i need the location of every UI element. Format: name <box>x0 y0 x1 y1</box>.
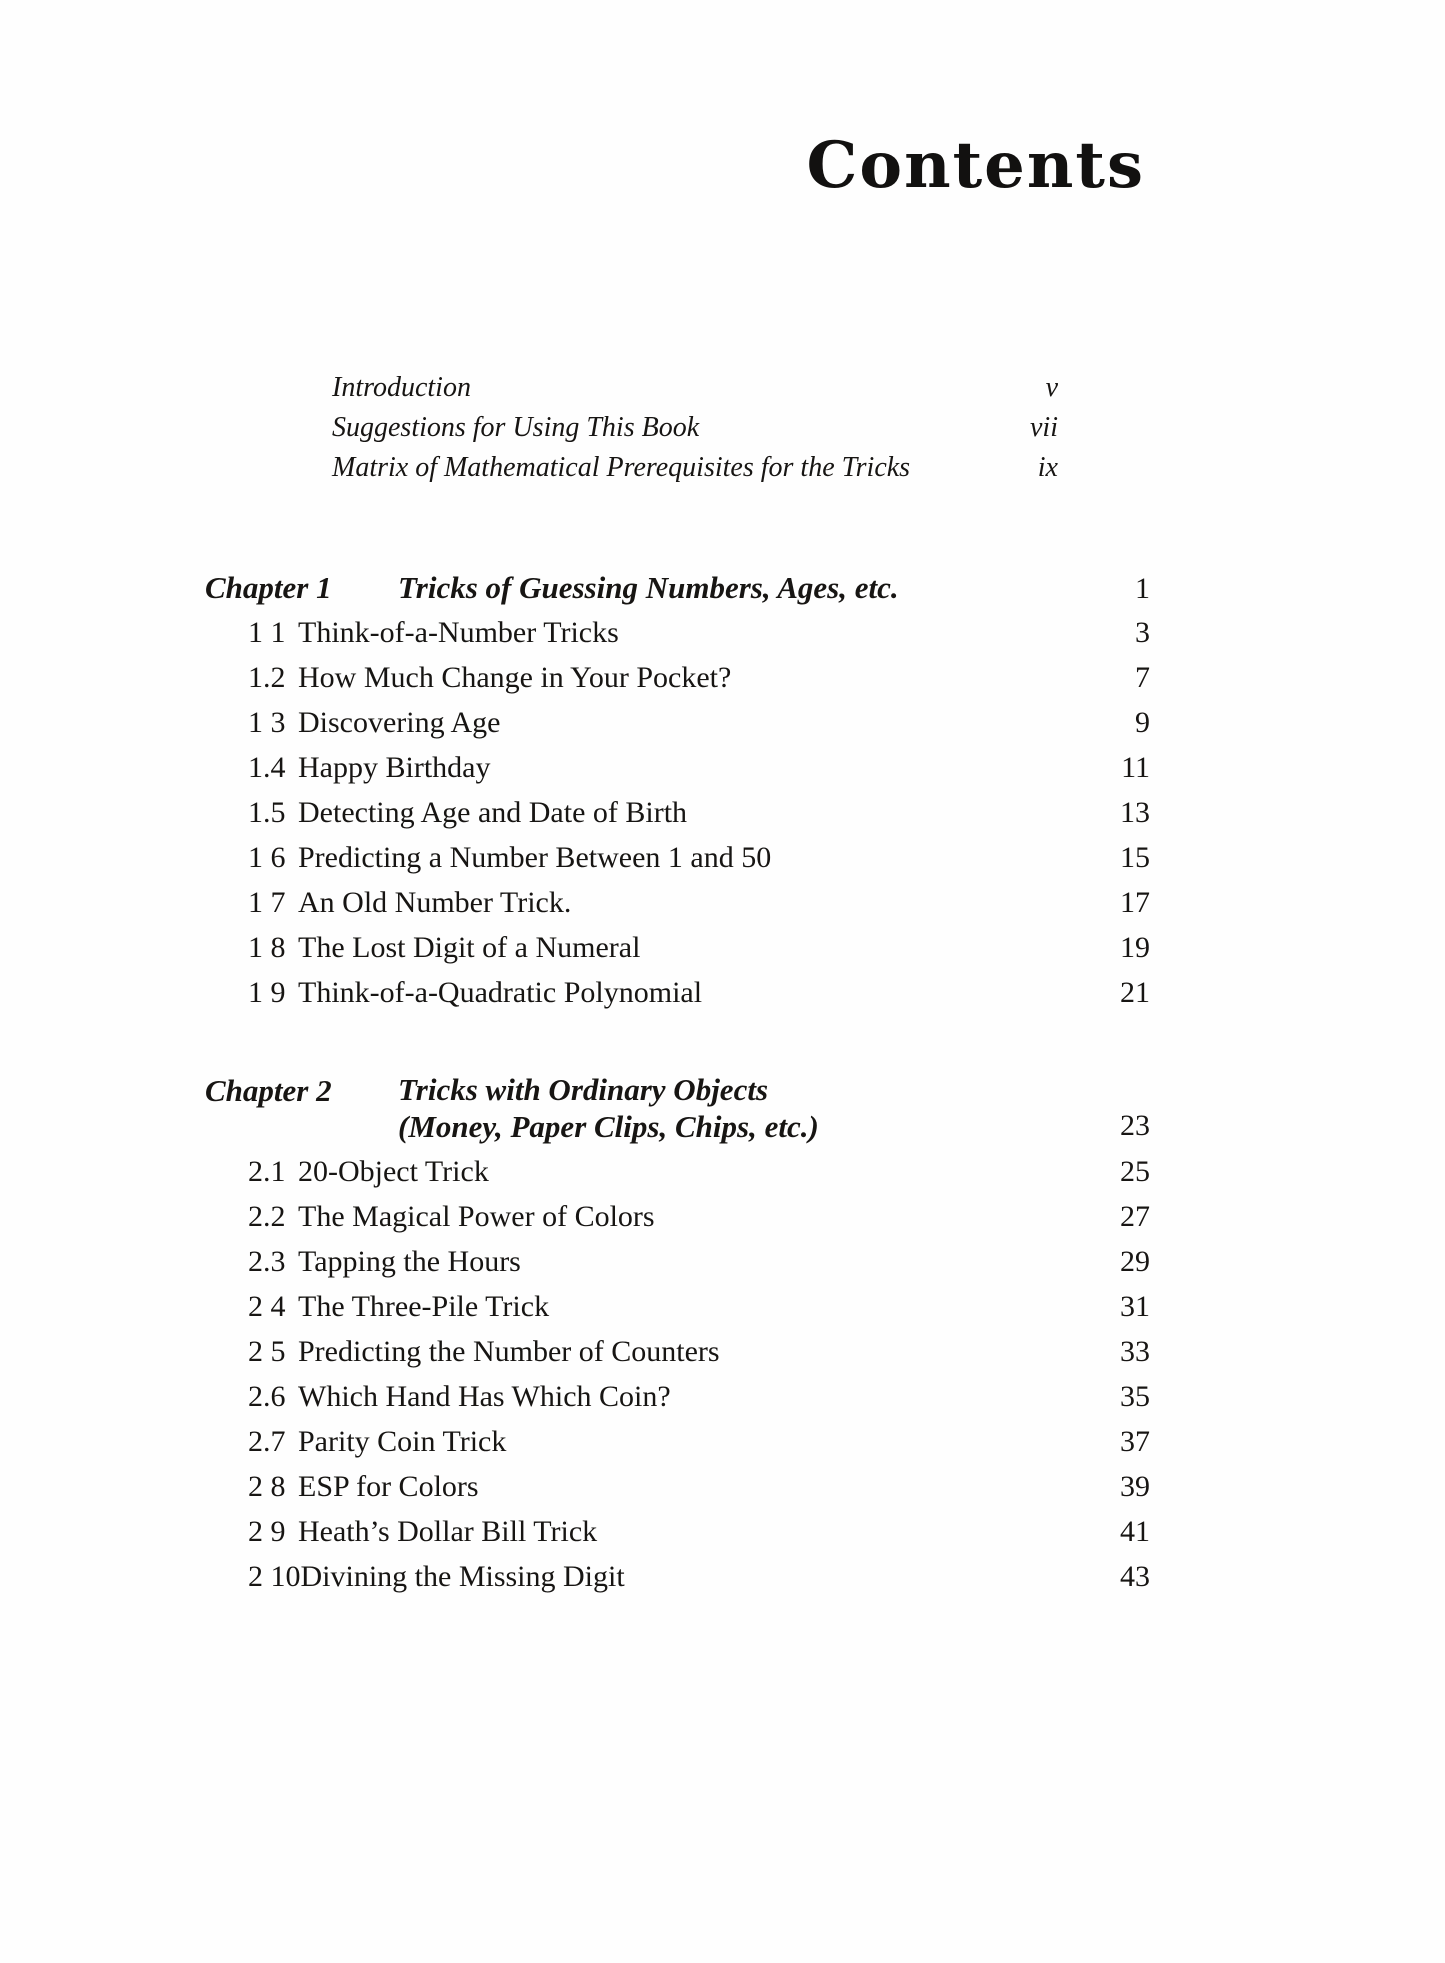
chapter-title-line-2: (Money, Paper Clips, Chips, etc.) <box>398 1109 819 1144</box>
chapter-2-sections <box>205 1149 1150 1599</box>
front-matter-label: Matrix of Mathematical Prerequisites for the Tricks <box>332 452 911 483</box>
toc-section-row <box>205 655 1150 700</box>
section-number: 1 3 <box>248 705 286 739</box>
section-title: Predicting the Number of Counters <box>298 1334 720 1368</box>
section-title: 20-Object Trick <box>298 1154 489 1188</box>
front-matter-page: v <box>1045 372 1058 403</box>
section-title: Think-of-a-Quadratic Polynomial <box>298 975 703 1009</box>
toc-section-row <box>205 1374 1150 1419</box>
toc-section-row <box>205 1194 1150 1239</box>
section-title: The Three-Pile Trick <box>298 1289 550 1323</box>
chapter-title: Tricks of Guessing Numbers, Ages, etc. <box>398 570 899 605</box>
section-page-number: 31 <box>1120 1289 1150 1323</box>
section-number: 2 8 <box>248 1469 286 1503</box>
section-page-number: 37 <box>1120 1424 1150 1458</box>
section-page-number: 7 <box>1135 660 1150 694</box>
toc-section-row <box>205 1464 1150 1509</box>
table-of-contents <box>205 568 1150 1599</box>
section-page-number: 35 <box>1120 1379 1150 1413</box>
toc-section-row <box>205 610 1150 655</box>
toc-section-row <box>205 700 1150 745</box>
section-page-number: 39 <box>1120 1469 1150 1503</box>
toc-section-row <box>205 835 1150 880</box>
front-matter-row <box>332 412 1058 452</box>
front-matter-row <box>332 452 1058 492</box>
section-page-number: 15 <box>1120 840 1150 874</box>
section-number: 2.7 <box>248 1424 286 1458</box>
section-title: The Magical Power of Colors <box>298 1199 655 1233</box>
front-matter-row <box>332 372 1058 412</box>
chapter-page-number: 1 <box>1135 572 1150 605</box>
section-page-number: 41 <box>1120 1514 1150 1548</box>
toc-section-row <box>205 745 1150 790</box>
page-title: Contents <box>806 128 1145 203</box>
section-number: 2.1 <box>248 1154 286 1188</box>
section-number: 2 5 <box>248 1334 286 1368</box>
chapter-label: Chapter 2 <box>205 1073 332 1108</box>
section-page-number: 19 <box>1120 930 1150 964</box>
toc-section-row <box>205 1149 1150 1194</box>
section-page-number: 3 <box>1135 615 1150 649</box>
section-number: 2 9 <box>248 1514 286 1548</box>
section-number: 1.2 <box>248 660 286 694</box>
section-title: Heath’s Dollar Bill Trick <box>298 1514 598 1548</box>
section-page-number: 29 <box>1120 1244 1150 1278</box>
section-number: 1.4 <box>248 750 286 784</box>
toc-section-row <box>205 1329 1150 1374</box>
section-title: Divining the Missing Digit <box>300 1559 625 1593</box>
section-title: Happy Birthday <box>298 750 491 784</box>
section-number: 2 10 <box>248 1559 301 1593</box>
section-page-number: 9 <box>1135 705 1150 739</box>
section-number: 1 1 <box>248 615 286 649</box>
section-title: Tapping the Hours <box>298 1244 521 1278</box>
section-title: Discovering Age <box>298 705 501 739</box>
front-matter-list <box>332 372 1058 492</box>
section-number: 1 8 <box>248 930 286 964</box>
section-title: How Much Change in Your Pocket? <box>298 660 732 694</box>
section-title: Predicting a Number Between 1 and 50 <box>298 840 772 874</box>
chapter-1-sections <box>205 610 1150 1015</box>
chapter-1-block <box>205 568 1150 1015</box>
section-number: 2 4 <box>248 1289 286 1323</box>
front-matter-label: Suggestions for Using This Book <box>332 412 700 443</box>
section-number: 2.6 <box>248 1379 286 1413</box>
section-title: Which Hand Has Which Coin? <box>298 1379 671 1413</box>
toc-section-row <box>205 1284 1150 1329</box>
section-number: 1.5 <box>248 795 286 829</box>
section-page-number: 21 <box>1120 975 1150 1009</box>
section-title: Parity Coin Trick <box>298 1424 507 1458</box>
section-page-number: 13 <box>1120 795 1150 829</box>
chapter-2-heading <box>205 1071 1150 1145</box>
section-number: 1 9 <box>248 975 286 1009</box>
chapter-page-number: 23 <box>1120 1109 1150 1142</box>
section-title: The Lost Digit of a Numeral <box>298 930 641 964</box>
section-page-number: 11 <box>1121 750 1150 784</box>
toc-section-row <box>205 1239 1150 1284</box>
chapter-1-heading <box>205 568 1150 608</box>
section-page-number: 27 <box>1120 1199 1150 1233</box>
front-matter-page: ix <box>1037 452 1058 483</box>
front-matter-label: Introduction <box>332 372 471 403</box>
section-title: ESP for Colors <box>298 1469 479 1503</box>
chapter-label: Chapter 1 <box>205 570 332 605</box>
toc-section-row <box>205 1419 1150 1464</box>
section-title: Detecting Age and Date of Birth <box>298 795 688 829</box>
chapter-title-line-1: Tricks with Ordinary Objects <box>398 1072 769 1107</box>
chapter-title <box>398 1071 1120 1145</box>
section-number: 2.2 <box>248 1199 286 1233</box>
section-title: Think-of-a-Number Tricks <box>298 615 619 649</box>
section-number: 1 7 <box>248 885 286 919</box>
front-matter-page: vii <box>1030 412 1058 443</box>
toc-section-row <box>205 790 1150 835</box>
toc-section-row <box>205 970 1150 1015</box>
toc-section-row <box>205 1554 1150 1599</box>
section-number: 1 6 <box>248 840 286 874</box>
section-title: An Old Number Trick. <box>298 885 572 919</box>
section-page-number: 17 <box>1120 885 1150 919</box>
section-page-number: 25 <box>1120 1154 1150 1188</box>
toc-section-row <box>205 880 1150 925</box>
section-page-number: 43 <box>1120 1559 1150 1593</box>
section-number: 2.3 <box>248 1244 286 1278</box>
toc-section-row <box>205 1509 1150 1554</box>
chapter-2-block <box>205 1071 1150 1599</box>
toc-section-row <box>205 925 1150 970</box>
section-page-number: 33 <box>1120 1334 1150 1368</box>
